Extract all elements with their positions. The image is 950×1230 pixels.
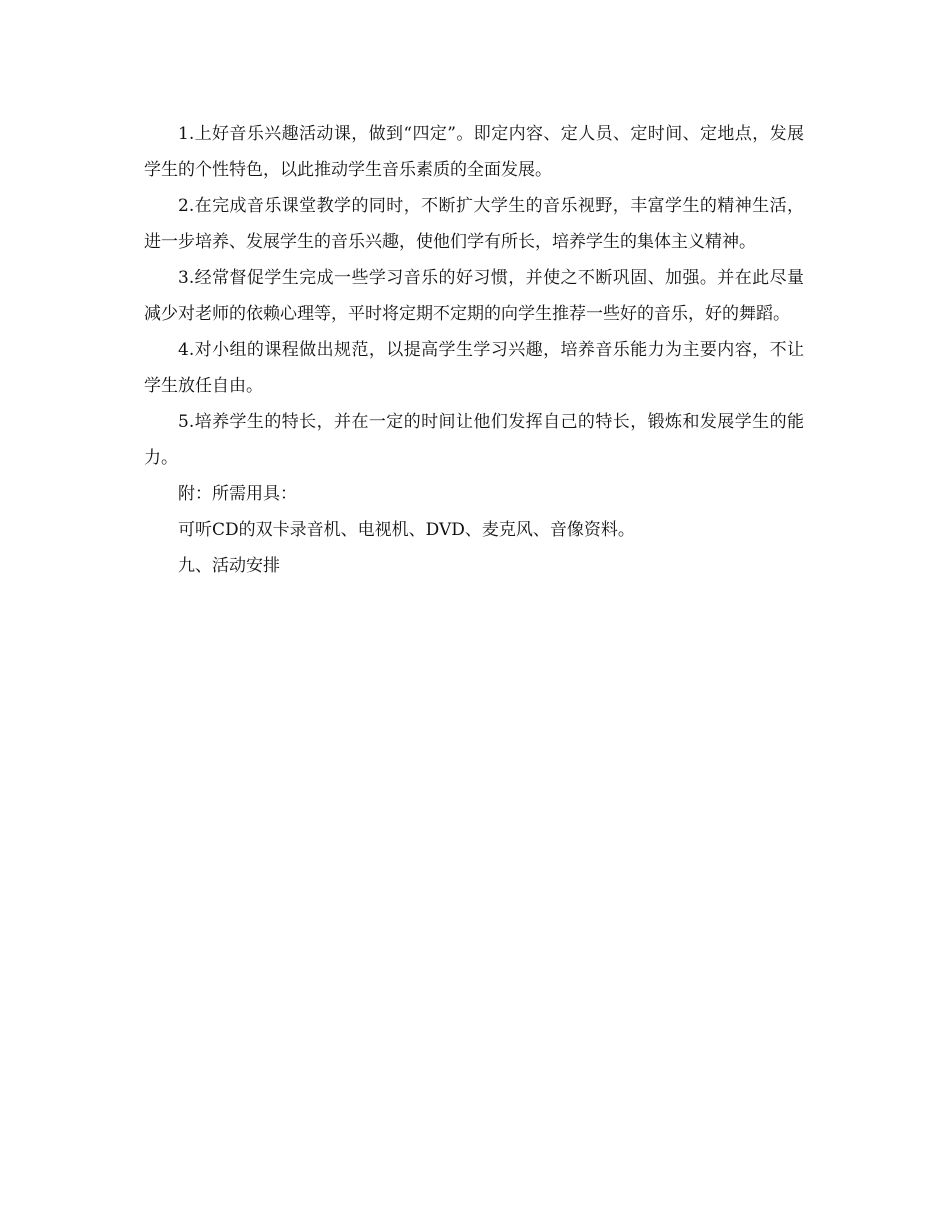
- attachment-heading: 附：所需用具：: [178, 484, 297, 504]
- section-heading: 九、活动安排: [178, 556, 280, 576]
- paragraph-item-3: 3.经常督促学生完成一些学习音乐的好习惯，并使之不断巩固、加强。并在此尽量减少对老师的依赖心理等，平时将定期不定期的向学生推荐一些好的音乐，好的舞蹈。: [144, 268, 804, 324]
- equipment-list: 可听CD的双卡录音机、电视机、DVD、麦克风、音像资料。: [178, 520, 635, 540]
- paragraph-item-5: 5.培养学生的特长，并在一定的时间让他们发挥自己的特长，锻炼和发展学生的能力。: [144, 412, 804, 468]
- paragraph-item-1: 1.上好音乐兴趣活动课，做到“四定”。即定内容、定人员、定时间、定地点，发展学生的个性特色，以此推动学生音乐素质的全面发展。: [144, 124, 804, 180]
- paragraph-item-2: 2.在完成音乐课堂教学的同时，不断扩大学生的音乐视野，丰富学生的精神生活，进一步培养、发展学生的音乐兴趣，使他们学有所长，培养学生的集体主义精神。: [144, 196, 804, 252]
- paragraph-item-4: 4.对小组的课程做出规范，以提高学生学习兴趣，培养音乐能力为主要内容，不让学生放任自由。: [144, 340, 804, 396]
- document-body: [144, 116, 804, 584]
